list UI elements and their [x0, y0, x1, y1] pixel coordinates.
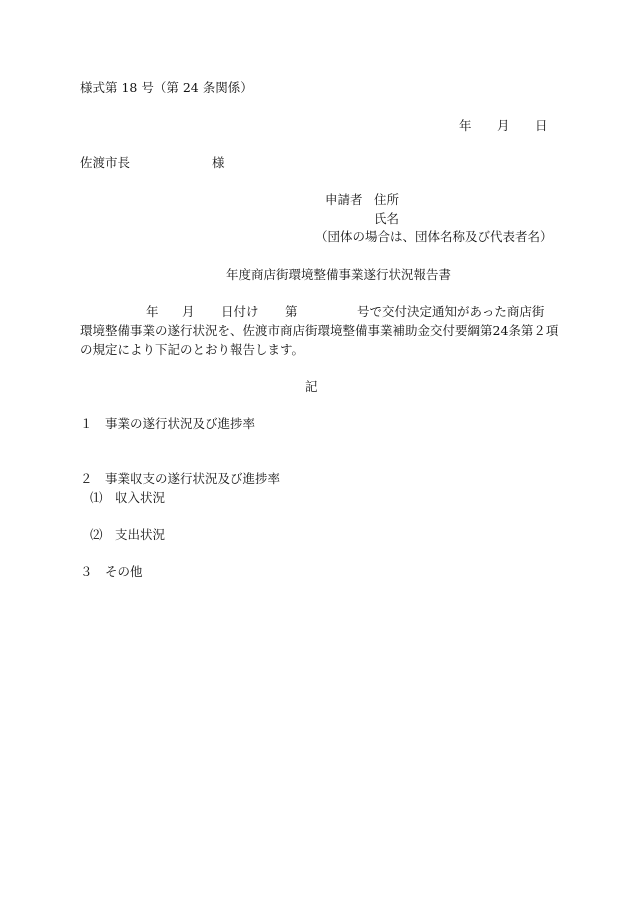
- section-2-1: ⑴ 収入状況: [90, 490, 166, 505]
- body-dated: 日付け: [221, 304, 259, 319]
- applicant-address-label: 住所: [374, 192, 400, 207]
- body-line2: 環境整備事業の遂行状況を、佐渡市商店街環境整備事業補助金交付要綱第24条第２項: [80, 323, 559, 338]
- section-1: １ 事業の遂行状況及び進捗率: [80, 416, 256, 431]
- ki-heading: 記: [305, 379, 318, 394]
- document-title: 年度商店街環境整備事業遂行状況報告書: [226, 267, 452, 282]
- addressee-honorific: 様: [212, 155, 225, 170]
- date-day-label: 日: [535, 118, 548, 133]
- form-number: 様式第 18 号（第 24 条関係）: [80, 80, 253, 95]
- body-line3: の規定により下記のとおり報告します。: [80, 342, 305, 357]
- section-3: ３ その他: [80, 564, 143, 579]
- addressee-name: 佐渡市長: [80, 155, 131, 170]
- applicant-note: （団体の場合は、団体名称及び代表者名）: [315, 229, 553, 244]
- body-year: 年: [146, 304, 159, 319]
- section-2: ２ 事業収支の遂行状況及び進捗率: [80, 471, 281, 486]
- date-month-label: 月: [497, 118, 510, 133]
- section-2-2: ⑵ 支出状況: [90, 527, 166, 542]
- body-month: 月: [182, 304, 195, 319]
- body-line1-rest: 号で交付決定通知があった商店街: [357, 304, 545, 319]
- applicant-label: 申請者: [325, 192, 363, 207]
- body-dai: 第: [285, 304, 298, 319]
- date-year-label: 年: [459, 118, 472, 133]
- applicant-name-label: 氏名: [374, 211, 400, 226]
